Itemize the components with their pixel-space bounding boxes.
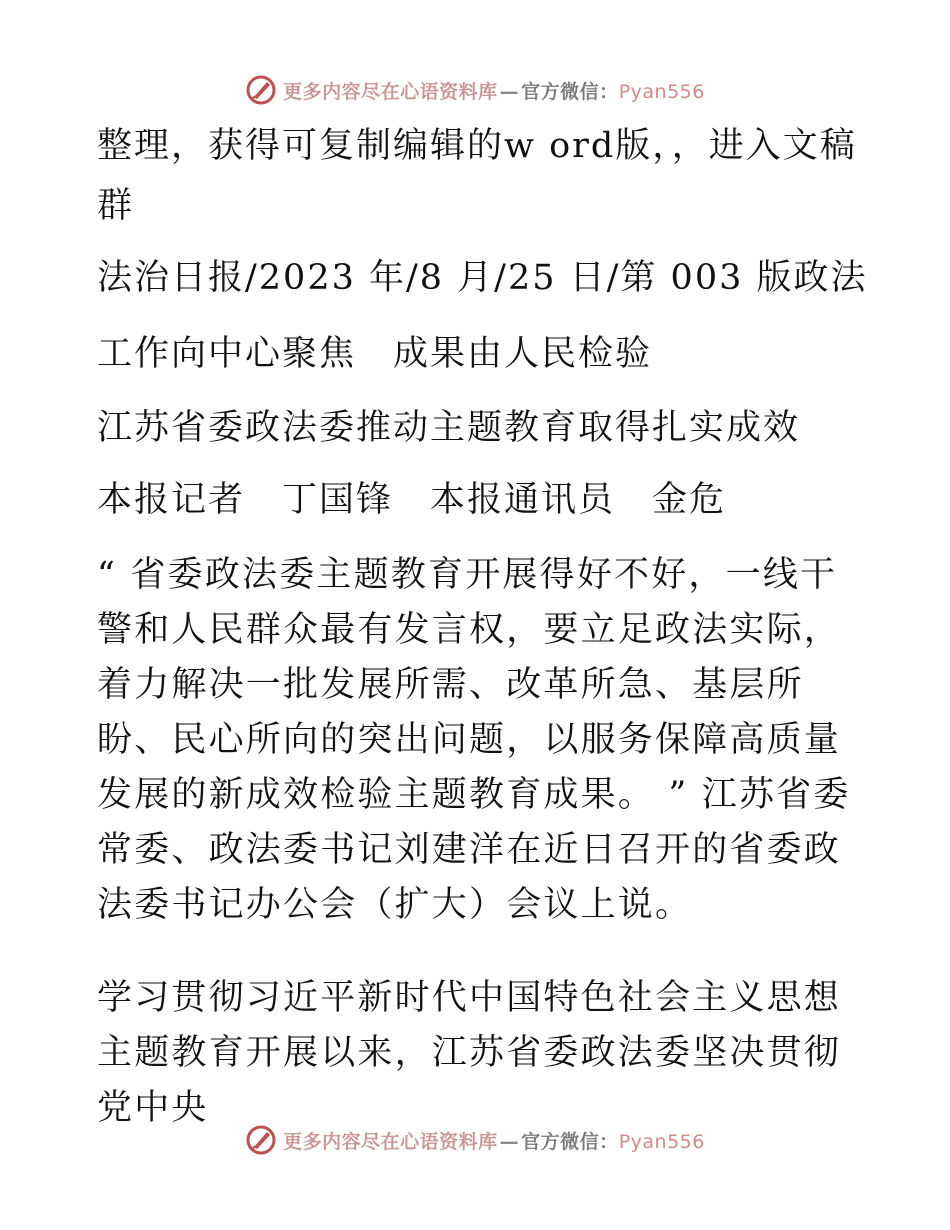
watermark-promo: 更多内容尽在心语资料库 <box>283 80 498 103</box>
headline-2: 江苏省委政法委推动主题教育取得扎实成效 <box>97 408 801 448</box>
intro-line-2: 群 <box>97 186 135 226</box>
paragraph: “ 省委政法委主题教育开展得好不好，一线干警和人民群众最有发言权，要立足政法实际，着力解决一批发展所需、改革所急、基层所盼、民心所向的突出问题，以服务保障高质量发展的新成效检验主题教育成果。 ” 江苏省委常委、政法委书记刘建洋在近日召开的省委政法委书记办公会（扩大）会议上说。 <box>97 555 851 925</box>
watermark-wechat-id: Pyan556 <box>618 1130 705 1153</box>
footer-watermark <box>0 1120 950 1160</box>
watermark-wechat-id: Pyan556 <box>618 80 705 103</box>
paragraph: 学习贯彻习近平新时代中国特色社会主义思想主题教育开展以来，江苏省委政法委坚决贯彻党中央 <box>97 978 842 1128</box>
watermark-separator: — <box>499 1130 520 1153</box>
quill-logo-icon <box>245 74 277 106</box>
quill-logo-icon <box>245 1124 277 1156</box>
watermark-wechat-label: 官方微信： <box>521 1130 619 1153</box>
watermark-wechat-label: 官方微信： <box>521 80 619 103</box>
watermark-separator: — <box>499 80 520 103</box>
header-watermark <box>0 70 950 110</box>
watermark-promo: 更多内容尽在心语资料库 <box>283 1130 498 1153</box>
byline: 本报记者 丁国锋 本报通讯员 金危 <box>97 480 727 520</box>
watermark-text <box>283 77 705 104</box>
intro-line-1: 整理，获得可复制编辑的w ord版，，进入文稿 <box>97 126 857 166</box>
source-line: 法治日报/2023 年/8 月/25 日/第 003 版政法 <box>97 258 868 298</box>
headline-1: 工作向中心聚焦 成果由人民检验 <box>97 334 653 374</box>
watermark-text <box>283 1127 705 1154</box>
